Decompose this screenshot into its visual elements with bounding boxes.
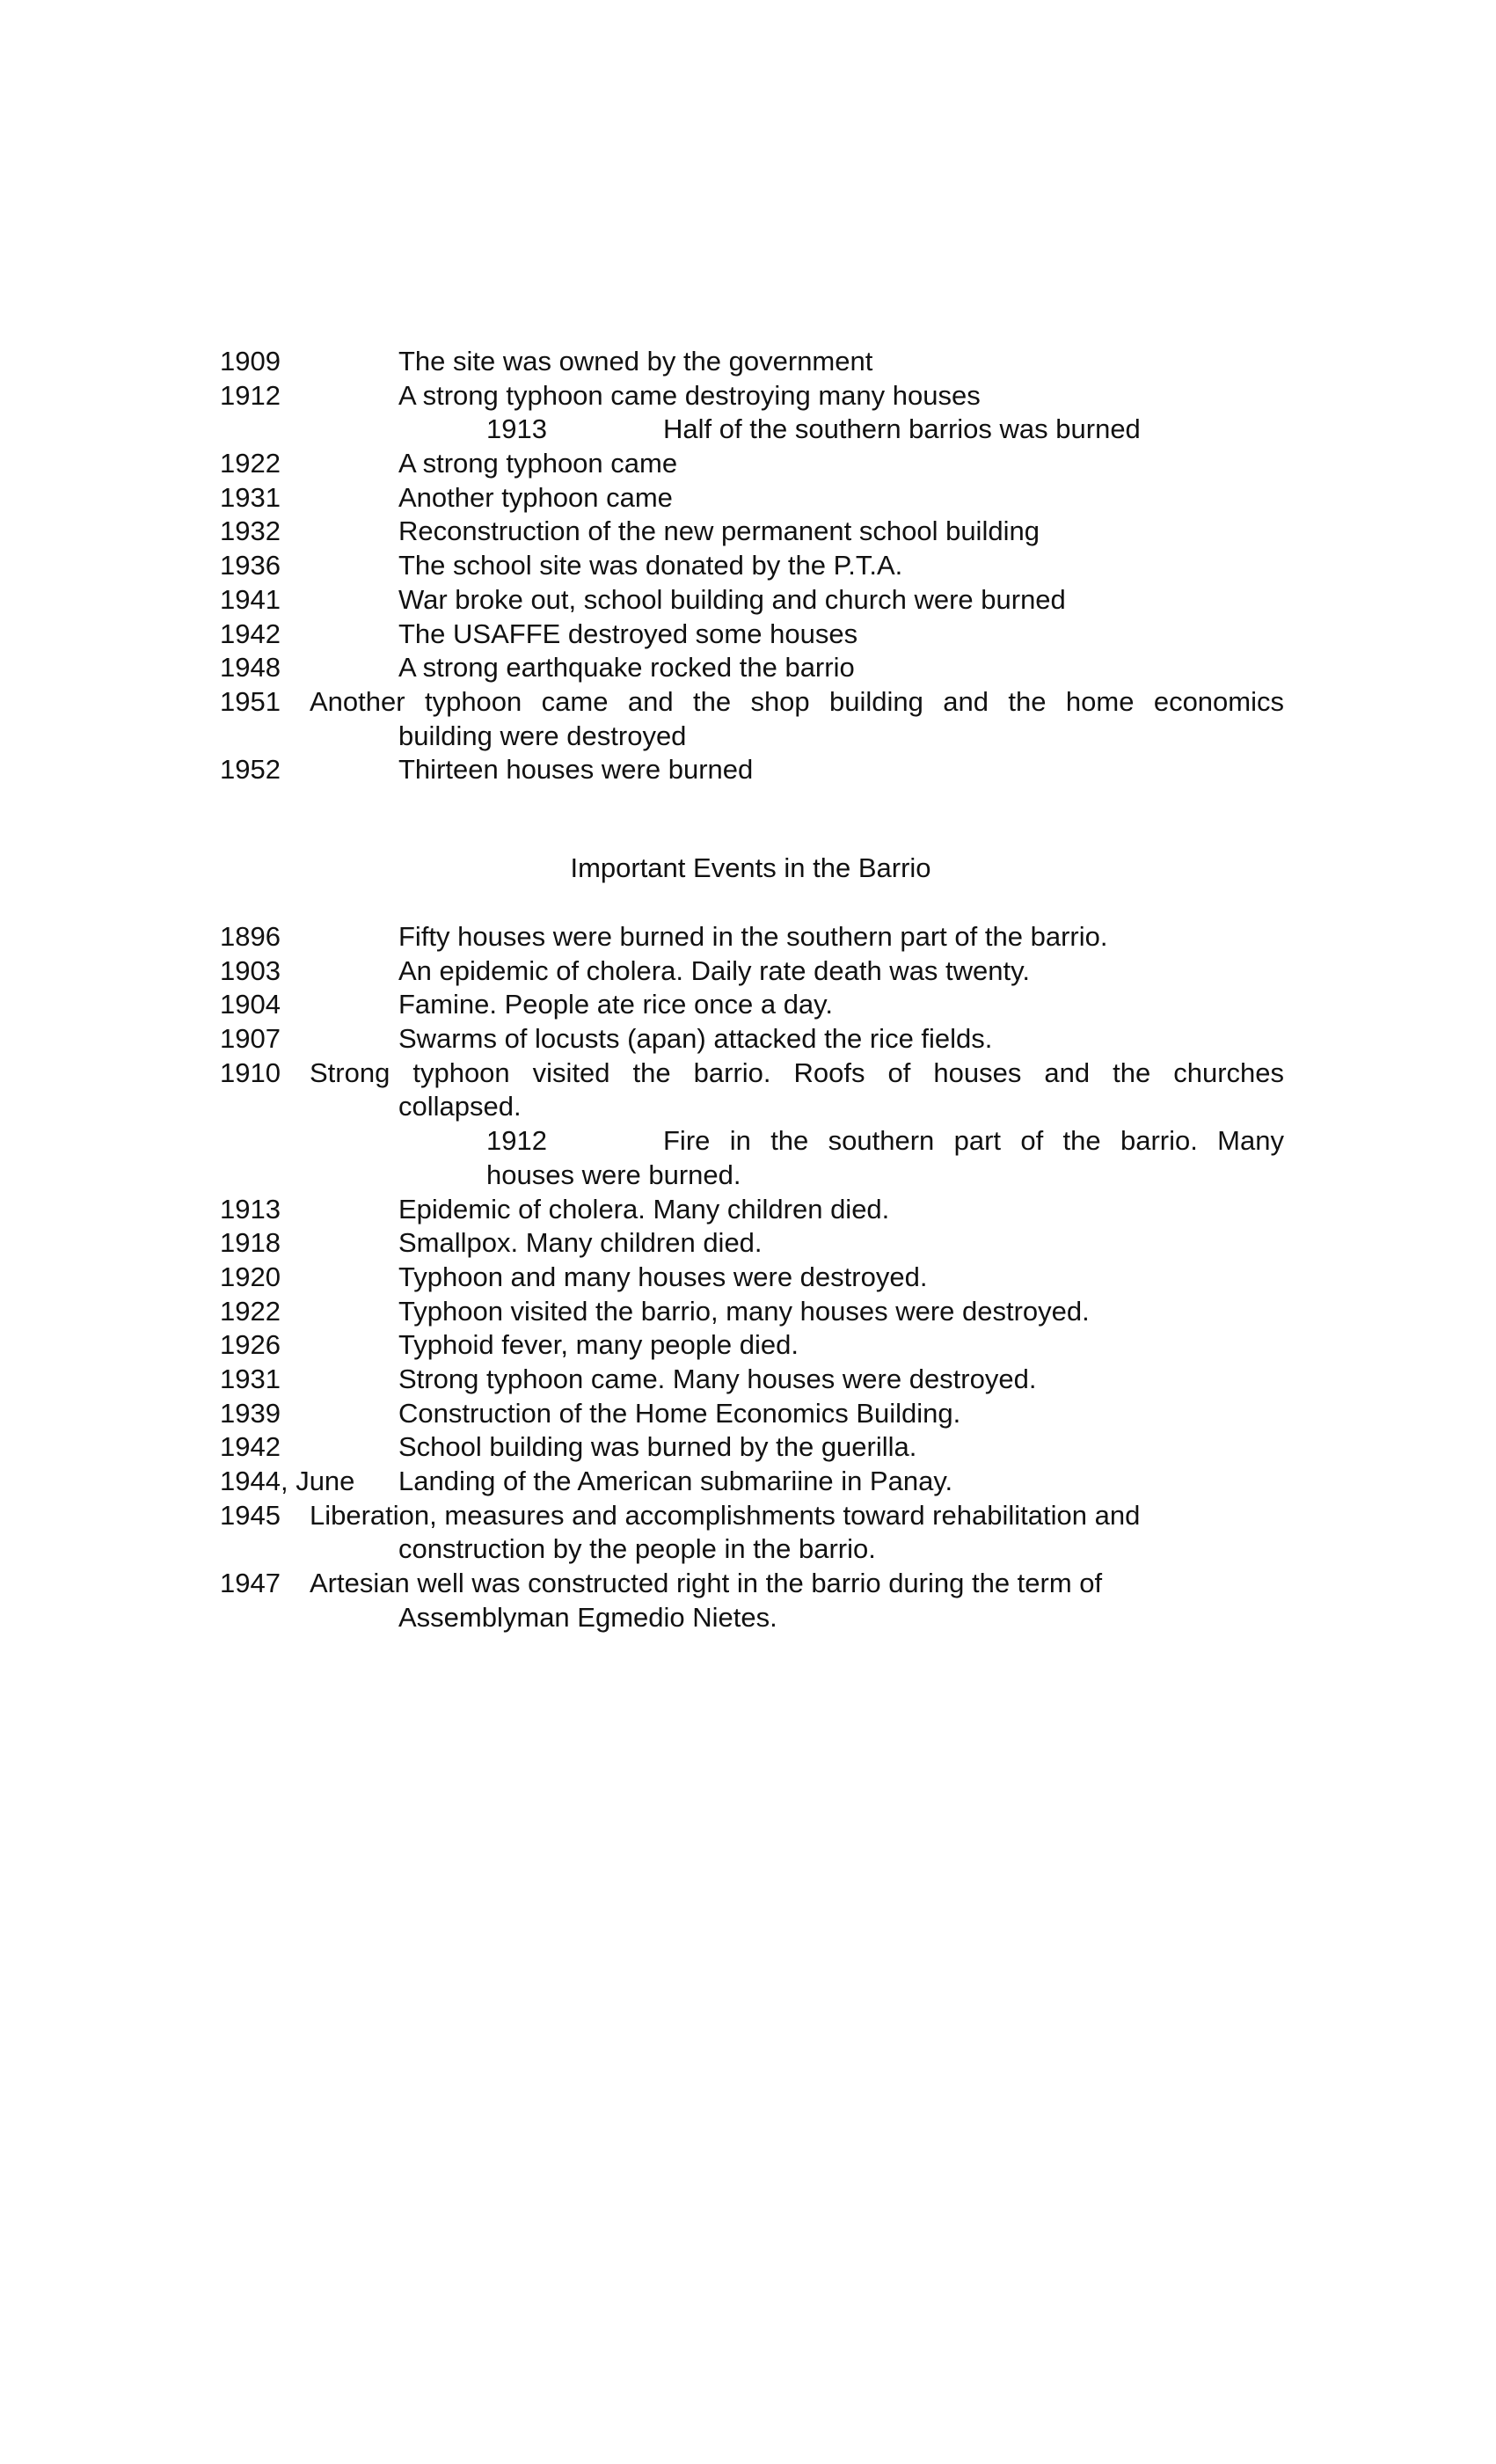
timeline-entry [220,1261,1284,1295]
entry-year: 1948 [220,652,281,684]
timeline-entry [220,1193,1284,1227]
timeline-entry-continuation [220,720,1284,754]
timeline-entry [220,1499,1284,1533]
timeline-entry [220,651,1284,685]
entry-year: 1912 [220,379,281,411]
entry-text: Assemblyman Egmedio Nietes. [398,1601,777,1633]
timeline-entry [220,583,1284,618]
timeline-entry [220,1057,1284,1091]
entry-text: A strong earthquake rocked the barrio [398,652,855,684]
timeline-entry [220,549,1284,583]
timeline-entry [220,1567,1284,1601]
timeline-entry [220,1397,1284,1431]
timeline-entry [220,515,1284,549]
entry-text: Landing of the American submariine in Panay. [398,1466,953,1496]
entry-year: 1913 [486,413,547,445]
entry-year: 1913 [220,1193,281,1225]
entry-year: 1922 [220,448,281,479]
entry-text: The school site was donated by the P.T.A. [398,550,903,581]
timeline-entry [220,1465,1284,1499]
entry-year: 1909 [220,346,281,377]
entry-text: collapsed. [398,1091,522,1122]
entry-text: Fire in the southern part of the barrio. Many [663,1125,1284,1157]
timeline-entry [220,685,1284,720]
entry-text: Construction of the Home Economics Building. [398,1397,961,1429]
entry-year: 1947 [220,1568,281,1599]
entry-text: construction by the people in the barrio. [398,1533,876,1565]
entry-year: 1952 [220,754,281,786]
entry-year: 1936 [220,550,281,581]
entry-text: Epidemic of cholera. Many children died. [398,1193,890,1225]
entry-text: Thirteen houses were burned [398,754,754,786]
entry-text: Artesian well was constructed right in the barrio during the term of [310,1568,1103,1599]
entry-text: Typhoon visited the barrio, many houses were destroyed. [398,1295,1090,1327]
history-timeline [220,345,1284,787]
entry-text: Typhoon and many houses were destroyed. [398,1261,928,1292]
entry-text: Strong typhoon came. Many houses were destroyed. [398,1363,1037,1394]
entry-text: Reconstruction of the new permanent school building [398,515,1040,547]
entry-year: 1939 [220,1397,281,1429]
entry-year: 1942 [220,1431,281,1463]
entry-text: The USAFFE destroyed some houses [398,618,858,649]
entry-text: Fifty houses were burned in the southern part of the barrio. [398,921,1108,952]
timeline-entry [220,1022,1284,1057]
entry-text: Swarms of locusts (apan) attacked the rice fields. [398,1023,993,1055]
entry-year: 1912 [486,1125,547,1157]
timeline-entry [220,345,1284,379]
timeline-entry [220,481,1284,515]
entry-year: 1932 [220,515,281,547]
entry-text: An epidemic of cholera. Daily rate death was twenty. [398,954,1030,986]
entry-year: 1941 [220,583,281,615]
entry-text: Smallpox. Many children died. [398,1227,763,1259]
timeline-entry [220,1124,1284,1159]
entry-text: building were destroyed [398,720,687,751]
entry-year: 1944, June [220,1466,355,1496]
timeline-entry [220,1295,1284,1329]
entry-year: 1942 [220,618,281,649]
entry-text: War broke out, school building and church were burned [398,583,1066,615]
timeline-entry [220,413,1284,447]
timeline-entry [220,447,1284,481]
timeline-entry [220,379,1284,413]
timeline-entry [220,1363,1284,1397]
timeline-entry [220,920,1284,954]
entry-year: 1922 [220,1295,281,1327]
timeline-entry [220,618,1284,652]
entry-year: 1918 [220,1227,281,1259]
entry-year: 1907 [220,1023,281,1055]
entry-text: houses were burned. [486,1159,741,1190]
entry-year: 1951 [220,685,281,717]
entry-year: 1896 [220,921,281,952]
entry-year: 1920 [220,1261,281,1292]
timeline-entry [220,954,1284,989]
entry-text: A strong typhoon came [398,448,678,479]
entry-text: The site was owned by the government [398,346,873,377]
entry-year: 1931 [220,1363,281,1394]
timeline-entry [220,1328,1284,1363]
entry-year: 1910 [220,1057,281,1088]
entry-text: Half of the southern barrios was burned [663,413,1141,445]
timeline-entry [220,988,1284,1022]
timeline-entry [220,1226,1284,1261]
entry-text: Another typhoon came [398,481,673,513]
entry-year: 1904 [220,989,281,1020]
entry-text: Typhoid fever, many people died. [398,1329,799,1361]
timeline-entry [220,753,1284,787]
entry-year: 1931 [220,481,281,513]
timeline-entry-continuation [220,1532,1284,1567]
timeline-entry-continuation [220,1159,1284,1193]
entry-text: A strong typhoon came destroying many houses [398,379,981,411]
entry-year: 1926 [220,1329,281,1361]
entry-text: Liberation, measures and accomplishments toward rehabilitation and [310,1499,1141,1531]
entry-text: Famine. People ate rice once a day. [398,989,833,1020]
entry-year: 1903 [220,954,281,986]
entry-text: School building was burned by the guerilla. [398,1431,917,1463]
timeline-entry-continuation [220,1090,1284,1124]
timeline-entry-continuation [220,1601,1284,1635]
entry-year: 1945 [220,1499,281,1531]
section-heading: Important Events in the Barrio [570,852,931,883]
timeline-entry [220,1430,1284,1465]
entry-text: Strong typhoon visited the barrio. Roofs of houses and the churches [310,1057,1284,1088]
entry-text: Another typhoon came and the shop building and the home economics [310,685,1284,717]
events-timeline [220,920,1284,1634]
